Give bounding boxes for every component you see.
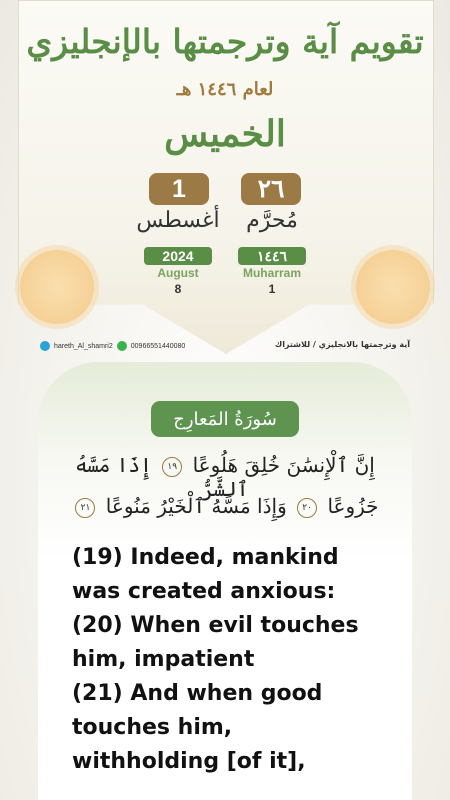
translation-line: touches him, bbox=[72, 715, 233, 740]
translation-line: him, impatient bbox=[72, 647, 255, 672]
year-line: لعام ١٤٤٦ هـ bbox=[176, 79, 274, 100]
translation-line: (19) Indeed, mankind bbox=[72, 545, 339, 570]
subscribe-text: آية وترجمتها بالانجليزي / للاشتراك bbox=[274, 340, 410, 349]
english-translation bbox=[72, 541, 392, 779]
verse-21-text: وَإِذَا مَسَّهُ ٱلْخَيْرُ مَنُوعًا bbox=[105, 494, 287, 518]
hijri-month-english: Muharram bbox=[242, 266, 301, 280]
verse-number-19: ١٩ bbox=[162, 457, 182, 477]
decorative-sun-right-icon bbox=[356, 250, 430, 324]
gregorian-day-badge: 1 bbox=[149, 173, 209, 205]
telegram-icon bbox=[40, 341, 50, 351]
hijri-month-arabic: مُحرَّم bbox=[246, 208, 298, 233]
gregorian-year-pill: 2024 bbox=[144, 247, 212, 265]
verse-number-21: ٢١ bbox=[75, 498, 95, 518]
whatsapp-icon bbox=[117, 341, 127, 351]
verse-number-20: ٢٠ bbox=[297, 498, 317, 518]
hijri-month-number: 1 bbox=[268, 282, 276, 296]
surah-title: سُورَةُ المَعارِج bbox=[151, 401, 299, 437]
whatsapp-number[interactable]: 00966551440080 bbox=[130, 342, 186, 350]
translation-line: (20) When evil touches bbox=[72, 613, 359, 638]
verse-line-2 bbox=[55, 494, 395, 518]
translation-line: (21) And when good bbox=[72, 681, 323, 706]
telegram-handle[interactable]: hareth_Al_shamri2 bbox=[54, 342, 113, 350]
verse-20-text-start: إِذَا مَسَّهُ ٱلشَّرُّ bbox=[75, 453, 249, 501]
page-title: تقويم آية وترجمتها بالإنجليزي bbox=[26, 22, 424, 61]
gregorian-month-arabic: أغسطس bbox=[136, 208, 220, 233]
translation-line: withholding [of it], bbox=[72, 749, 306, 774]
translation-line: was created anxious: bbox=[72, 579, 336, 604]
decorative-sun-left-icon bbox=[20, 250, 94, 324]
gregorian-month-english: August bbox=[157, 266, 199, 280]
hijri-day-badge: ٢٦ bbox=[241, 173, 301, 205]
verse-19-text: إِنَّ ٱلْإِنسَٰنَ خُلِقَ هَلُوعًا bbox=[192, 453, 375, 477]
weekday: الخميس bbox=[164, 113, 286, 155]
hijri-year-pill: ١٤٤٦ bbox=[238, 247, 306, 265]
social-handles bbox=[40, 339, 185, 353]
gregorian-month-number: 8 bbox=[174, 282, 182, 296]
verse-20-text-end: جَزُوعًا bbox=[327, 494, 379, 518]
